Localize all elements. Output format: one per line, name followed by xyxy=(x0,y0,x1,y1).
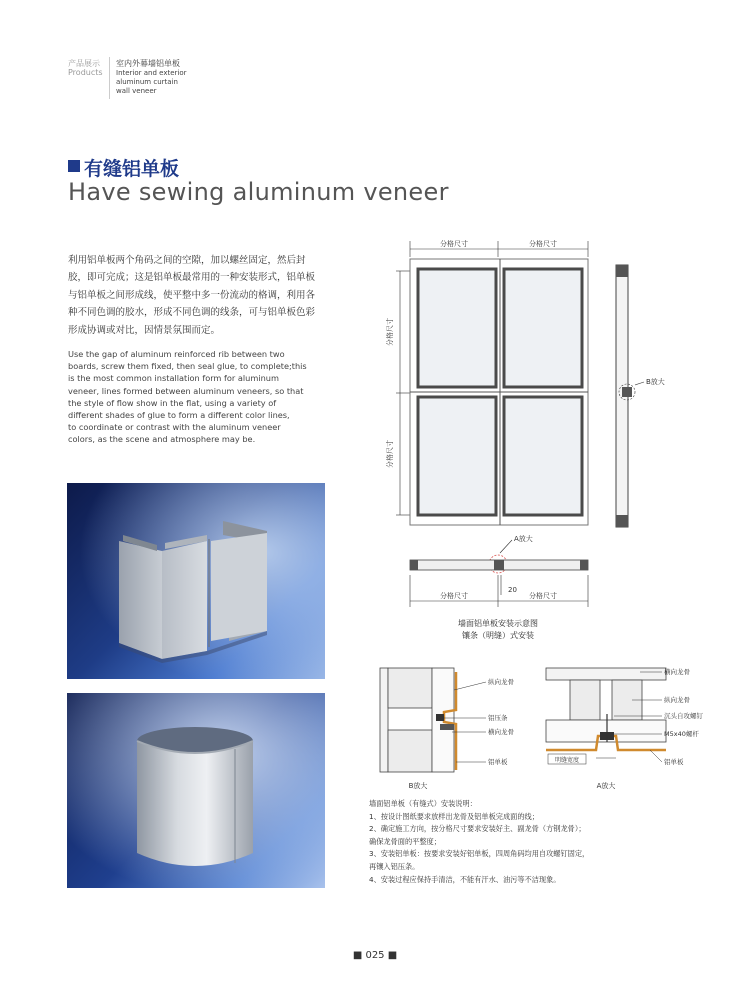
left-label-1: 纵向龙骨 xyxy=(488,678,514,686)
right-caption: A放大 xyxy=(596,782,616,790)
dim-label-bottom-1: 分格尺寸 xyxy=(440,592,468,600)
installation-diagram-drawing xyxy=(370,235,670,645)
page-marker-right: ■ xyxy=(384,950,398,961)
right-label-4: M5x40螺杆 xyxy=(664,730,699,738)
dim-label-left-1: 分格尺寸 xyxy=(386,318,394,346)
description-cn-line: 利用铝单板两个角码之间的空隙，加以螺丝固定，然后封 xyxy=(68,255,306,266)
category-label-cn: 产品展示 xyxy=(68,59,100,68)
dim-label-top-1: 分格尺寸 xyxy=(440,240,468,248)
right-label-2: 纵向龙骨 xyxy=(664,696,690,704)
left-label-4: 铝单板 xyxy=(488,758,508,766)
description-cn xyxy=(68,252,324,339)
description-cn-line: 形成协调或对比，因情景氛围而定。 xyxy=(68,324,221,336)
description-en xyxy=(68,348,324,446)
product-photo-panels xyxy=(67,483,325,679)
right-label-1: 横向龙骨 xyxy=(664,668,690,676)
detail-b-label: B放大 xyxy=(646,378,665,386)
description-en-line: the style of flow show in the flat, using a variety of xyxy=(68,397,277,408)
notes-item: 确保龙骨面的平整度； xyxy=(369,836,441,846)
description-cn-line: 种不同色调的胶水，形成不同色调的线条，可与铝单板色彩 xyxy=(68,307,316,319)
header-divider xyxy=(109,57,110,99)
section-title-cn: 室内外幕墙铝单板 xyxy=(116,59,180,68)
right-label-5: 铝单板 xyxy=(664,758,684,766)
section-title-en xyxy=(116,69,196,96)
page-marker-left: ■ xyxy=(352,950,366,961)
description-en-line: colors, as the scene and atmosphere may be. xyxy=(68,434,256,445)
category-label-en: Products xyxy=(68,68,103,77)
detail-a-label: A放大 xyxy=(514,535,533,543)
installation-diagram xyxy=(370,235,670,649)
heading-square-bullet xyxy=(68,160,80,172)
heading-cn: 有缝铝单板 xyxy=(84,158,180,180)
gap-value: 20 xyxy=(508,586,517,594)
description-cn-line: 胶，即可完成；这是铝单板最常用的一种安装形式，铝单板 xyxy=(68,272,316,284)
installation-notes xyxy=(369,798,689,886)
section-title-en-line: wall veneer xyxy=(116,87,157,95)
description-cn-line: 与铝单板之间形成线，使平整中多一份流动的格调，利用各 xyxy=(68,289,316,301)
diagram-caption-1: 墙面铝单板安装示意图 xyxy=(458,619,538,628)
description-en-line: is the most common installation form for aluminum xyxy=(68,373,279,384)
notes-item: 2、确定施工方向，按分格尺寸要求安装好主、副龙骨（方钢龙骨）； xyxy=(369,824,586,834)
dim-label-top-2: 分格尺寸 xyxy=(529,240,557,248)
left-label-3: 横向龙骨 xyxy=(488,728,514,736)
description-en-line: veneer, lines formed between aluminum veneers, so that xyxy=(68,385,304,396)
section-title-en-line: aluminum curtain xyxy=(116,78,178,86)
dim-label-bottom-2: 分格尺寸 xyxy=(529,592,557,600)
notes-item: 3、安装铝单板：按要求安装好铝单板，四周角码均用自攻螺钉固定， xyxy=(369,849,590,859)
seam-width-label: 明缝宽度 xyxy=(554,757,580,764)
description-en-line: to coordinate or contrast with the aluminum veneer xyxy=(68,422,281,433)
left-label-2: 铝压条 xyxy=(488,714,508,722)
detail-diagrams-drawing xyxy=(370,662,703,792)
notes-item: 4、安装过程应保持手清洁，不能有汗水、油污等不洁现象。 xyxy=(369,874,561,884)
page-number xyxy=(340,950,410,961)
section-title-en-line: Interior and exterior xyxy=(116,69,187,77)
diagram-caption-2: 镶条（明缝）式安装 xyxy=(462,631,534,640)
detail-diagrams xyxy=(370,662,703,796)
notes-title: 墙面铝单板（有缝式）安装说明： xyxy=(369,799,477,808)
notes-item: 再镶入铝压条。 xyxy=(369,861,420,871)
product-photo-curved-panel xyxy=(67,693,325,888)
left-caption: B放大 xyxy=(408,782,428,790)
right-label-3: 沉头自攻螺钉 xyxy=(664,712,703,720)
dim-label-left-2: 分格尺寸 xyxy=(386,440,394,468)
description-en-line: different shades of glue to form a different color lines, xyxy=(68,410,290,421)
description-en-line: boards, screw them fixed, then seal glue, to complete;this xyxy=(68,361,307,372)
page-number-value: 025 xyxy=(365,950,385,961)
notes-item: 1、按设计图纸要求放样出龙骨及铝单板完成面的线； xyxy=(369,811,539,821)
description-en-line: Use the gap of aluminum reinforced rib between two xyxy=(68,349,285,359)
heading-en: Have sewing aluminum veneer xyxy=(68,178,449,206)
